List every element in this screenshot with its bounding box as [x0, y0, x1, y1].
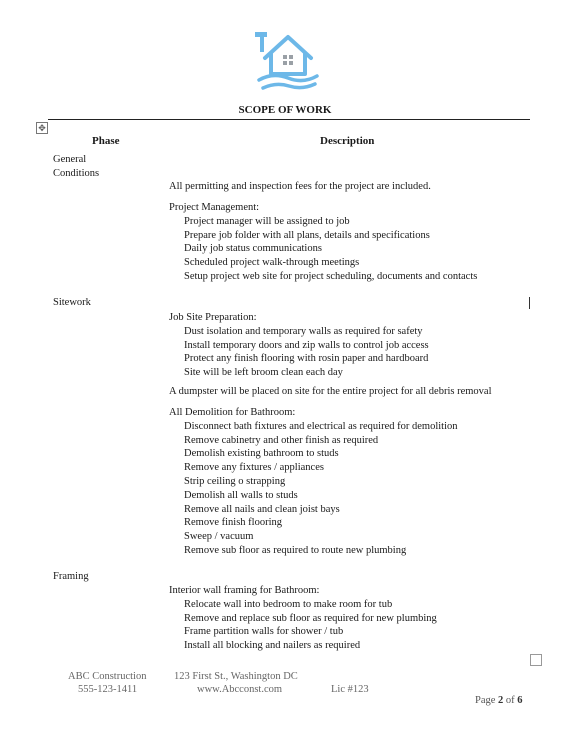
dumpster-text: A dumpster will be placed on site for the entire project for all debris removal — [169, 386, 492, 397]
list-item: Scheduled project walk-through meetings — [184, 257, 360, 269]
list-item: Prepare job folder with all plans, details and specifications — [184, 229, 430, 241]
list-item: Strip ceiling o strapping — [184, 475, 286, 487]
text-cursor — [529, 297, 530, 309]
list-item: Site will be left broom clean each day — [184, 367, 343, 379]
footer-phone: 555-123-1411 — [78, 684, 138, 695]
list-item: Daily job status communications — [184, 243, 322, 255]
list-item: Frame partition walls for shower / tub — [184, 626, 344, 638]
list-item: Demolish all walls to studs — [184, 489, 298, 501]
phase-framing: Framing — [53, 571, 89, 582]
list-item: Remove any fixtures / appliances — [184, 462, 324, 474]
phase-general-conditions: General Conditions — [53, 154, 100, 179]
list-item: Remove finish flooring — [184, 517, 282, 529]
phase-sitework: Sitework — [53, 297, 91, 308]
footer-website: www.Abcconst.com — [197, 684, 283, 695]
table-resize-handle[interactable] — [530, 654, 542, 666]
list-item: Sweep / vacuum — [184, 531, 254, 543]
list-item: Remove cabinetry and other finish as required — [184, 434, 379, 446]
project-management-block — [169, 201, 477, 284]
list-item: Remove and replace sub floor as required for new plumbing — [184, 612, 437, 624]
list-item: Setup project web site for project scheduling, documents and contacts — [184, 270, 478, 282]
footer-license: Lic #123 — [331, 684, 369, 695]
demolition-block — [169, 406, 457, 558]
prep-heading: Job Site Preparation: — [169, 312, 257, 323]
page-number: Page 2 of 6 — [475, 695, 523, 706]
permits-text: All permitting and inspection fees for the project are included. — [169, 181, 431, 192]
pm-heading: Project Management: — [169, 202, 260, 213]
company-logo — [251, 28, 325, 94]
demo-heading: All Demolition for Bathroom: — [169, 407, 296, 418]
title-divider — [48, 119, 530, 120]
list-item: Protect any finish flooring with rosin paper and hardboard — [184, 353, 429, 365]
list-item: Remove sub floor as required to route new plumbing — [184, 544, 407, 556]
list-item: Relocate wall into bedroom to make room for tub — [184, 598, 393, 610]
list-item: Project manager will be assigned to job — [184, 215, 350, 227]
list-item: Dust isolation and temporary walls as required for safety — [184, 325, 423, 337]
job-site-prep-block — [169, 311, 429, 380]
framing-block — [169, 584, 437, 653]
list-item: Disconnect bath fixtures and electrical as required for demolition — [184, 420, 458, 432]
document-title: SCOPE OF WORK — [238, 104, 332, 116]
list-item: Install all blocking and nailers as required — [184, 640, 361, 652]
footer-address: 123 First St., Washington DC — [174, 671, 298, 682]
list-item: Demolish existing bathroom to studs — [184, 448, 339, 460]
header-phase: Phase — [92, 135, 120, 147]
list-item: Remove all nails and clean joist bays — [184, 503, 340, 515]
footer-company: ABC Construction — [68, 671, 147, 682]
framing-heading: Interior wall framing for Bathroom: — [169, 585, 320, 596]
list-item: Install temporary doors and zip walls to control job access — [184, 339, 429, 351]
header-description: Description — [320, 135, 375, 147]
table-move-handle-icon[interactable]: ✥ — [36, 122, 48, 134]
